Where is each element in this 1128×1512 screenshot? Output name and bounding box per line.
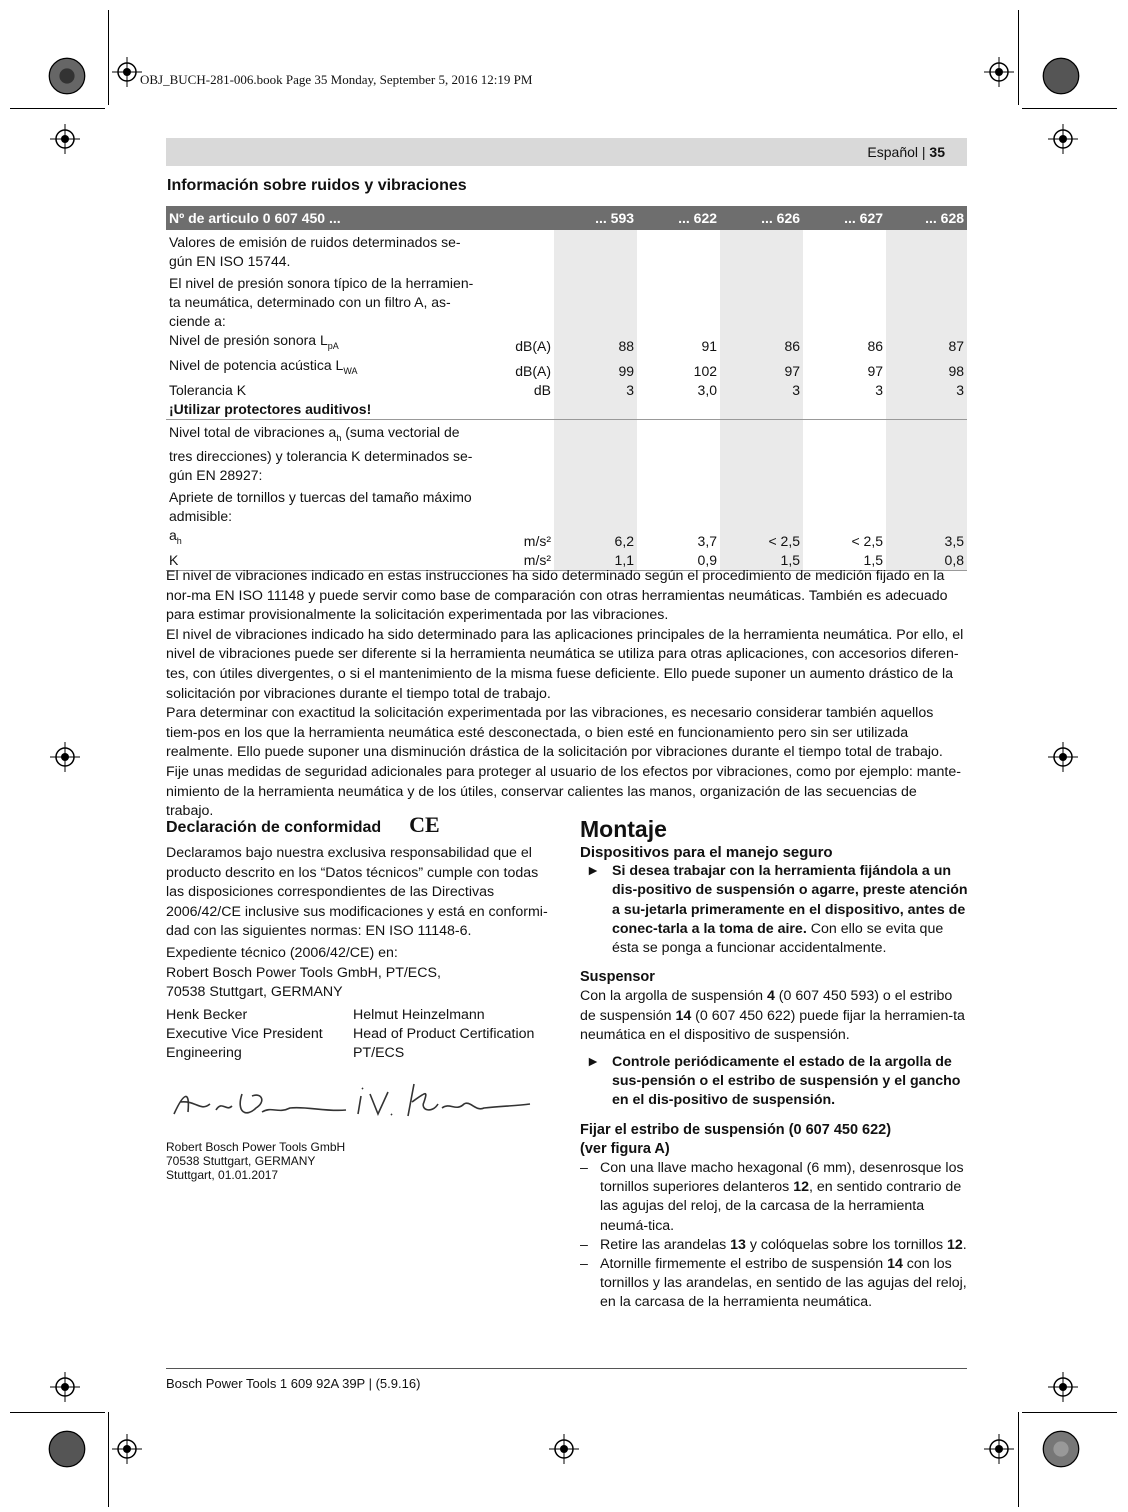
crop-mark	[10, 108, 105, 109]
list-item: – Retire las arandelas 13 y colóquelas sobre los tornillos 12.	[580, 1236, 967, 1253]
table-cell: $a_h$	[169, 527, 182, 547]
footer-divider	[166, 1368, 967, 1369]
ear-protection-warning: ¡Utilizar protectores auditivos!	[166, 400, 484, 420]
color-wheel-icon	[48, 1430, 86, 1468]
company-address: Robert Bosch Power Tools GmbH 70538 Stuttgart, GERMANY Stuttgart, 01.01.2017	[166, 1139, 346, 1182]
list-item: – Atornille firmemente el estribo de suspensión 14 con los tornillos y las arandelas, en sentido de las agujas del reloj, en la carcasa de la herramienta neumática.	[580, 1256, 967, 1311]
table-row	[166, 419, 967, 526]
crop-mark	[108, 10, 109, 105]
table-row: K m/s² 1,1 0,9 1,5 1,5 0,8	[166, 551, 967, 571]
table-header-cell: ... 627	[803, 206, 886, 230]
paragraph: Declaramos bajo nuestra exclusiva responsabilidad que el producto descrito en los “Datos técnicos” cumple con todas las disposiciones correspondientes de las Directivas 2006/42/CE inclusive sus modificaciones y está en conformi-dad con las siguientes normas: EN ISO 11148-6.	[166, 845, 548, 940]
paragraph: Fije unas medidas de seguridad adicionales para proteger al usuario de los efectos por vibraciones, como por ejemplo: mante-nimiento de la herramienta neumática y de los útiles, conservar calientes las manos, organización de las secuencias de trabajo.	[166, 763, 961, 820]
table-row: Tolerancia K dB 3 3,0 3 3 3	[166, 381, 967, 400]
page-footer: Bosch Power Tools 1 609 92A 39P | (5.9.16)	[166, 1376, 421, 1391]
print-header: OBJ_BUCH-281-006.book Page 35 Monday, September 5, 2016 12:19 PM	[140, 72, 533, 87]
table-cell: Nivel de presión sonora $L_{pA}$	[169, 332, 339, 351]
table-cell: Nivel de potencia acústica $L_{WA}$	[169, 356, 358, 376]
list-item: ► Controle periódicamente el estado de la argolla de sus-pensión o el estribo de suspensión y el gancho en el dis-positivo de suspensión.	[586, 1054, 961, 1109]
registration-target-icon	[1048, 742, 1078, 772]
table-row	[166, 230, 967, 331]
section-title: Montaje	[580, 816, 667, 842]
table-cell: Tolerancia K	[169, 381, 247, 398]
crop-mark	[1018, 10, 1019, 105]
paragraph: Con la argolla de suspensión 4 (0 607 450 593) o el estribo de suspensión 14 (0 607 450 622) puede fijar la herramien-ta neumática en el dispositivo de suspensión.	[580, 988, 965, 1043]
registration-target-icon	[984, 57, 1014, 87]
montaje-column	[580, 815, 968, 1313]
table-cell: Nivel total de vibraciones $a_h$ (suma vectorial de tres direcciones) y tolerancia K determinados se-gún EN 28927: Apriete de tornillos y tuercas del tamaño máximo admisible:	[169, 423, 473, 525]
crop-mark	[1018, 1412, 1019, 1507]
handwritten-signature	[166, 1072, 536, 1134]
ce-mark-icon: CE	[409, 812, 440, 837]
page-header-bar	[166, 138, 967, 166]
table-row	[166, 400, 967, 420]
color-wheel-icon	[1042, 57, 1080, 95]
registration-target-icon	[112, 1434, 142, 1464]
section-title: Información sobre ruidos y vibraciones	[167, 177, 467, 194]
table-header-cell: ... 622	[637, 206, 720, 230]
paragraph: El nivel de vibraciones indicado en estas instrucciones ha sido determinado según el procedimiento de medición fijado en la nor-ma EN ISO 11148 y puede servir como base de comparación con otras herramientas neumáticas. También es adecuado para estimar provisionalmente la solicitación experimentada por las vibraciones.	[166, 568, 948, 624]
color-wheel-icon	[1042, 1430, 1080, 1468]
table-row: Nivel de potencia acústica $L_{WA}$ dB(A) 99 102 97 97 98	[166, 356, 967, 381]
registration-target-icon	[50, 1372, 80, 1402]
table-row: Nivel de presión sonora $L_{pA}$ dB(A) 88 91 86 86 87	[166, 331, 967, 356]
registration-target-icon	[112, 57, 142, 87]
crop-mark	[1022, 108, 1117, 109]
list-item: – Con una llave macho hexagonal (6 mm), desenrosque los tornillos superiores delanteros 12, en sentido contrario de las agujas del reloj, de la carcasa de la herramienta neumá-tica.	[580, 1160, 964, 1234]
subsection-title: Suspensor	[580, 969, 655, 986]
registration-target-icon	[50, 124, 80, 154]
registration-target-icon	[1048, 1372, 1078, 1402]
crop-mark	[108, 1412, 109, 1507]
table-header-row	[166, 206, 967, 230]
signers: Henk Becker Executive Vice President Engineering Helmut Heinzelmann Head of Product Certification PT/ECS	[166, 1006, 535, 1062]
page-number-label: Español | 35	[867, 144, 945, 160]
table-row: $a_h$ m/s² 6,2 3,7 < 2,5 < 2,5 3,5	[166, 526, 967, 551]
table-header-cell: Nº de articulo 0 607 450 ...	[166, 206, 554, 230]
registration-target-icon	[1048, 124, 1078, 154]
triangle-bullet-icon: ►	[586, 1054, 601, 1071]
paragraph: Expediente técnico (2006/42/CE) en: Robert Bosch Power Tools GmbH, PT/ECS, 70538 Stuttgart, GERMANY	[166, 945, 441, 1001]
table-cell: Valores de emisión de ruidos determinados se-gún EN ISO 15744. El nivel de presión sonora típico de la herramien-ta neumática, determinado con un filtro A, as-ciende a:	[169, 234, 474, 329]
conformity-heading: Declaración de conformidad CE	[166, 812, 440, 837]
paragraph: El nivel de vibraciones indicado ha sido determinado para las aplicaciones principales de la herramienta neumática. Por ello, el nivel de vibraciones puede ser diferente si la herramienta neumática se utiliza para otras aplicaciones, con accesorios diferen-tes, con útiles divergentes, o si el mantenimiento de la misma fuese deficiente. Ello puede suponer un aumento drástico de la solicitación por vibraciones durante el tiempo total de trabajo.	[166, 626, 964, 702]
vibration-description	[166, 567, 967, 822]
table-header-cell: ... 628	[886, 206, 967, 230]
registration-target-icon	[549, 1434, 579, 1464]
color-wheel-icon	[48, 57, 86, 95]
table-cell: K	[166, 551, 484, 571]
registration-target-icon	[984, 1434, 1014, 1464]
table-header-cell: ... 593	[554, 206, 637, 230]
crop-mark	[10, 1412, 105, 1413]
list-item: ► Si desea trabajar con la herramienta fijándola a un dis-positivo de suspensión o agarre, preste atención a su-jetarla primeramente en el dispositivo, antes de conec-tarla a la toma de aire. Con ello se evita que ésta se ponga a funcionar accidentalmente.	[586, 863, 968, 957]
paragraph: Para determinar con exactitud la solicitación experimentada por las vibraciones, es necesario considerar también aquellos tiem-pos en los que la herramienta neumática esté desconectada, o bien esté en funcionamiento pero sin ser utilizada realmente. Ello puede suponer una disminución drástica de la solicitación por vibraciones durante el tiempo total de trabajo.	[166, 705, 943, 761]
noise-vibration-table	[166, 206, 967, 571]
table-header-cell: ... 626	[720, 206, 803, 230]
subsection-title: Dispositivos para el manejo seguro	[580, 844, 833, 861]
crop-mark	[1022, 1412, 1117, 1413]
subsection-title: Fijar el estribo de suspensión (0 607 450 622) (ver figura A)	[580, 1121, 892, 1157]
registration-target-icon	[50, 742, 80, 772]
conformity-column	[166, 812, 556, 1185]
triangle-bullet-icon: ►	[586, 863, 601, 880]
